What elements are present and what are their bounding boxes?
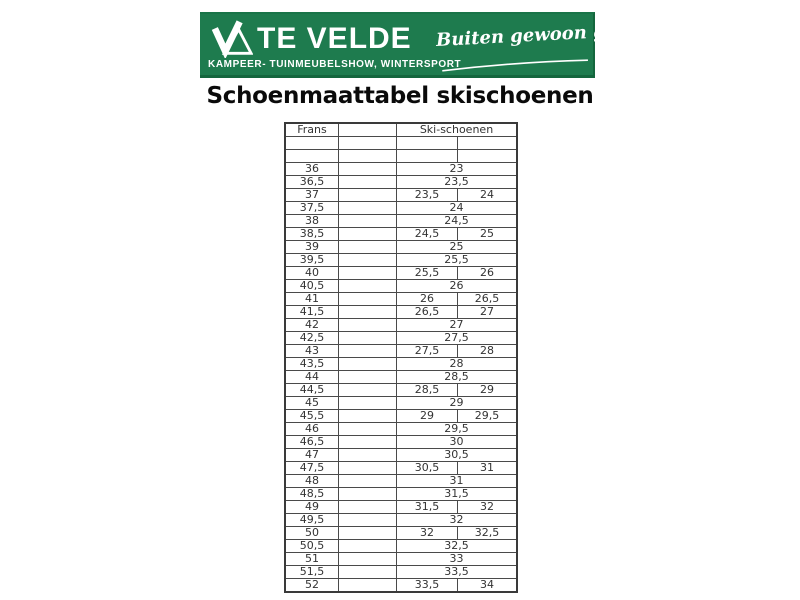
frans-size-cell: 46 — [285, 423, 339, 436]
table-row — [285, 332, 517, 345]
tagline-underline-icon — [440, 50, 591, 77]
ski-size-cell: 25,5 — [397, 254, 518, 267]
ski-size-cell: 28,5 — [397, 371, 518, 384]
frans-size-cell: 40 — [285, 267, 339, 280]
spacer-cell — [339, 371, 397, 384]
spacer-cell — [339, 267, 397, 280]
ski-size-cell: 24 — [397, 202, 518, 215]
table-row — [285, 267, 517, 280]
spacer-cell — [339, 319, 397, 332]
table-row — [285, 345, 517, 358]
spacer-cell — [339, 150, 397, 163]
frans-size-cell: 38,5 — [285, 228, 339, 241]
table-row — [285, 436, 517, 449]
spacer-cell — [339, 163, 397, 176]
size-table-body — [285, 137, 517, 593]
table-row — [285, 215, 517, 228]
frans-size-cell: 48 — [285, 475, 339, 488]
table-row — [285, 228, 517, 241]
frans-size-cell: 39,5 — [285, 254, 339, 267]
spacer-cell — [339, 384, 397, 397]
brand-tagline: Buiten gewoon goed — [435, 19, 643, 52]
ski-size-cell: 31 — [458, 462, 518, 475]
frans-size-cell: 43,5 — [285, 358, 339, 371]
frans-size-cell — [285, 137, 339, 150]
size-table — [284, 122, 518, 593]
ski-size-cell: 23 — [397, 163, 518, 176]
ski-size-cell: 28 — [397, 358, 518, 371]
table-row — [285, 462, 517, 475]
table-row — [285, 358, 517, 371]
spacer-cell — [339, 189, 397, 202]
table-row — [285, 579, 517, 593]
table-row — [285, 319, 517, 332]
frans-size-cell: 40,5 — [285, 280, 339, 293]
frans-size-cell: 45,5 — [285, 410, 339, 423]
ski-size-cell: 23,5 — [397, 189, 458, 202]
frans-size-cell: 49,5 — [285, 514, 339, 527]
header-spacer — [339, 123, 397, 137]
ski-size-cell: 25 — [458, 228, 518, 241]
table-row — [285, 475, 517, 488]
ski-size-cell: 29 — [397, 397, 518, 410]
spacer-cell — [339, 306, 397, 319]
ski-size-cell: 26,5 — [397, 306, 458, 319]
frans-size-cell: 51,5 — [285, 566, 339, 579]
table-row — [285, 137, 517, 150]
frans-size-cell: 41,5 — [285, 306, 339, 319]
brand-name: TE VELDE — [257, 22, 412, 55]
ski-size-cell: 25 — [397, 241, 518, 254]
spacer-cell — [339, 566, 397, 579]
ski-size-cell: 26 — [397, 293, 458, 306]
spacer-cell — [339, 358, 397, 371]
header-frans: Frans — [285, 123, 339, 137]
frans-size-cell: 36,5 — [285, 176, 339, 189]
frans-size-cell — [285, 150, 339, 163]
frans-size-cell: 47 — [285, 449, 339, 462]
spacer-cell — [339, 397, 397, 410]
spacer-cell — [339, 423, 397, 436]
table-row — [285, 189, 517, 202]
ski-size-cell: 26 — [458, 267, 518, 280]
table-row — [285, 254, 517, 267]
table-row — [285, 553, 517, 566]
spacer-cell — [339, 436, 397, 449]
ski-size-cell: 30 — [397, 436, 518, 449]
spacer-cell — [339, 462, 397, 475]
frans-size-cell: 42,5 — [285, 332, 339, 345]
ski-size-cell: 29 — [397, 410, 458, 423]
table-row — [285, 202, 517, 215]
ski-size-cell: 32,5 — [458, 527, 518, 540]
table-row — [285, 449, 517, 462]
ski-size-cell: 32,5 — [397, 540, 518, 553]
ski-size-cell: 27 — [397, 319, 518, 332]
spacer-cell — [339, 410, 397, 423]
ski-size-cell: 31,5 — [397, 488, 518, 501]
frans-size-cell: 36 — [285, 163, 339, 176]
frans-size-cell: 52 — [285, 579, 339, 593]
ski-size-cell — [397, 137, 458, 150]
spacer-cell — [339, 579, 397, 593]
frans-size-cell: 37,5 — [285, 202, 339, 215]
ski-size-cell: 31,5 — [397, 501, 458, 514]
ski-size-cell: 29,5 — [458, 410, 518, 423]
ski-size-cell: 33,5 — [397, 579, 458, 593]
table-row — [285, 384, 517, 397]
ski-size-cell: 33 — [397, 553, 518, 566]
frans-size-cell: 42 — [285, 319, 339, 332]
table-row — [285, 397, 517, 410]
spacer-cell — [339, 488, 397, 501]
ski-size-cell: 33,5 — [397, 566, 518, 579]
ski-size-cell: 26 — [397, 280, 518, 293]
spacer-cell — [339, 215, 397, 228]
ski-size-cell: 29,5 — [397, 423, 518, 436]
brand-banner — [200, 12, 643, 78]
frans-size-cell: 41 — [285, 293, 339, 306]
ski-size-cell: 28,5 — [397, 384, 458, 397]
table-header-row — [285, 123, 517, 137]
ski-size-cell: 29 — [458, 384, 518, 397]
spacer-cell — [339, 241, 397, 254]
table-row — [285, 410, 517, 423]
spacer-cell — [339, 176, 397, 189]
ski-size-cell — [458, 150, 518, 163]
header-ski-schoenen: Ski-schoenen — [397, 123, 518, 137]
ski-size-cell: 27,5 — [397, 332, 518, 345]
ski-size-cell: 23,5 — [397, 176, 518, 189]
frans-size-cell: 48,5 — [285, 488, 339, 501]
ski-size-cell: 30,5 — [397, 462, 458, 475]
page-title: Schoenmaattabel skischoenen — [206, 83, 594, 109]
table-row — [285, 423, 517, 436]
spacer-cell — [339, 332, 397, 345]
spacer-cell — [339, 228, 397, 241]
table-row — [285, 150, 517, 163]
table-row — [285, 280, 517, 293]
frans-size-cell: 38 — [285, 215, 339, 228]
ski-size-cell: 34 — [458, 579, 518, 593]
table-row — [285, 241, 517, 254]
frans-size-cell: 39 — [285, 241, 339, 254]
frans-size-cell: 43 — [285, 345, 339, 358]
frans-size-cell: 44 — [285, 371, 339, 384]
table-row — [285, 163, 517, 176]
table-row — [285, 566, 517, 579]
table-row — [285, 306, 517, 319]
spacer-cell — [339, 137, 397, 150]
table-row — [285, 501, 517, 514]
table-row — [285, 371, 517, 384]
spacer-cell — [339, 514, 397, 527]
ski-size-cell: 31 — [397, 475, 518, 488]
spacer-cell — [339, 527, 397, 540]
spacer-cell — [339, 254, 397, 267]
ski-size-cell: 27,5 — [397, 345, 458, 358]
ski-size-cell: 24 — [458, 189, 518, 202]
table-row — [285, 176, 517, 189]
frans-size-cell: 44,5 — [285, 384, 339, 397]
frans-size-cell: 50,5 — [285, 540, 339, 553]
ski-size-cell: 30,5 — [397, 449, 518, 462]
frans-size-cell: 47,5 — [285, 462, 339, 475]
table-row — [285, 527, 517, 540]
mountain-check-icon — [211, 18, 253, 58]
table-row — [285, 514, 517, 527]
ski-size-cell: 32 — [458, 501, 518, 514]
ski-size-cell: 27 — [458, 306, 518, 319]
spacer-cell — [339, 475, 397, 488]
spacer-cell — [339, 293, 397, 306]
spacer-cell — [339, 501, 397, 514]
spacer-cell — [339, 449, 397, 462]
frans-size-cell: 45 — [285, 397, 339, 410]
frans-size-cell: 50 — [285, 527, 339, 540]
frans-size-cell: 46,5 — [285, 436, 339, 449]
ski-size-cell: 32 — [397, 527, 458, 540]
ski-size-cell: 26,5 — [458, 293, 518, 306]
ski-size-cell: 24,5 — [397, 228, 458, 241]
table-row — [285, 540, 517, 553]
frans-size-cell: 51 — [285, 553, 339, 566]
ski-size-cell: 25,5 — [397, 267, 458, 280]
frans-size-cell: 37 — [285, 189, 339, 202]
table-row — [285, 488, 517, 501]
spacer-cell — [339, 345, 397, 358]
spacer-cell — [339, 280, 397, 293]
ski-size-cell: 24,5 — [397, 215, 518, 228]
ski-size-cell: 28 — [458, 345, 518, 358]
spacer-cell — [339, 540, 397, 553]
table-row — [285, 293, 517, 306]
ski-size-cell — [397, 150, 458, 163]
spacer-cell — [339, 553, 397, 566]
brand-subtitle: KAMPEER- TUINMEUBELSHOW, WINTERSPORT — [208, 59, 462, 70]
ski-size-cell — [458, 137, 518, 150]
spacer-cell — [339, 202, 397, 215]
frans-size-cell: 49 — [285, 501, 339, 514]
ski-size-cell: 32 — [397, 514, 518, 527]
